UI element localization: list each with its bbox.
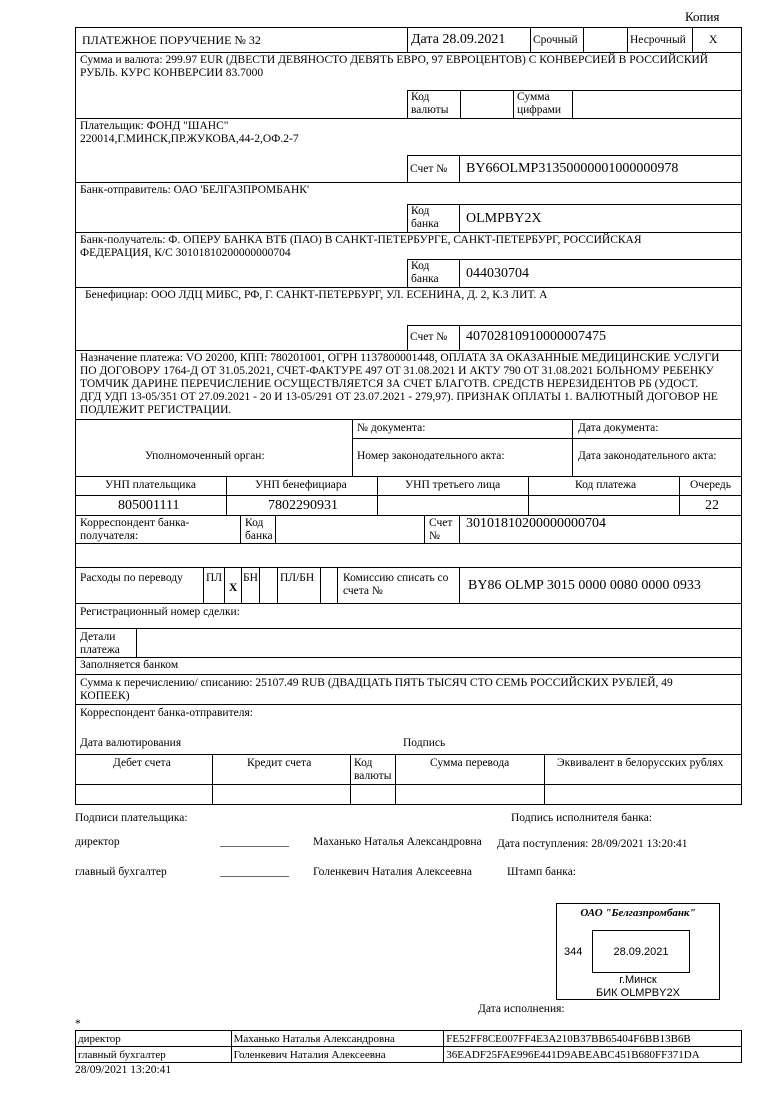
sender-correspondent-label: Корреспондент банка-отправителя: (80, 707, 253, 719)
payment-code-label: Код платежа (575, 479, 637, 491)
queue-value: 22 (705, 498, 719, 513)
queue-label: Очередь (690, 479, 731, 491)
expenses-pl-mark: X (229, 582, 238, 594)
expenses-pl: ПЛ (206, 572, 223, 584)
expenses-label: Расходы по переводу (80, 572, 183, 584)
payer-name: Плательщик: ФОНД "ШАНС" (80, 120, 229, 132)
equivalent-header: Эквивалент в белорусских рублях (557, 757, 724, 769)
director-role: директор (75, 836, 120, 848)
beneficiary-account: 40702810910000007475 (466, 329, 606, 344)
expenses-bn: БН (243, 572, 258, 584)
unp-beneficiary-label: УНП бенефициара (255, 479, 347, 491)
doc-number-label: № документа: (357, 422, 426, 434)
payer-signatures-title: Подписи плательщика: (75, 812, 188, 824)
digital-signatures-table (75, 1030, 742, 1063)
sender-bank-code-label: Код банка (411, 205, 439, 230)
stamp-number: 344 (564, 946, 583, 958)
asterisk: * (75, 1018, 81, 1030)
sender-bank-code: OLMPBY2X (466, 211, 542, 226)
amount-text: Сумма и валюта: 299.97 EUR (ДВЕСТИ ДЕВЯНОСТО ДЕВЯТЬ ЕВРО, 97 ЕВРОЦЕНТОВ) С КОНВЕРСИЕЙ В РОССИЙСКИЙ РУБЛЬ. КУРС КОНВЕРСИИ 83.7000 (80, 54, 709, 79)
table-row (76, 1031, 742, 1047)
sig-hash: 36EADF25FAE996E441D9ABEABC451B680FF371DA (444, 1047, 742, 1063)
correspondent-account: 30101810200000000704 (466, 516, 606, 531)
signature-label: Подпись (403, 737, 446, 749)
beneficiary: Бенефициар: ООО ЛДЦ МИБС, РФ, Г. САНКТ-ПЕТЕРБУРГ, УЛ. ЕСЕНИНА, Д. 2, К.3 ЛИТ. А (85, 289, 548, 301)
table-row (76, 1047, 742, 1063)
debit-sum: Сумма к перечислению/ списанию: 25107.49 RUB (ДВАДЦАТЬ ПЯТЬ ТЫСЯЧ СТО СЕМЬ РОССИЙСКИХ РУБЛЕЙ, 49 КОПЕЕК) (80, 677, 673, 702)
value-date-label: Дата валютирования (80, 737, 182, 749)
sig-name: Маханько Наталья Александровна (231, 1031, 444, 1047)
payment-purpose: Назначение платежа: VO 20200, КПП: 780201001, ОГРН 1137800001448, ОПЛАТА ЗА ОКАЗАННЫЕ МЕДИЦИНСКИЕ УСЛУГИ ПО ДОГОВОРУ 1764-Д ОТ 31.05.2021, СЧЕТ-ФАКТУРЕ 497 ОТ 31.08.2021 И АКТУ 790 ОТ 31.08.2021 БОЛЬНОМУ РЕБЕНКУ ТОМЧИК ДАРИНЕ ПЕРЕЧИСЛЕНИЕ ОСУЩЕСТВЛЯЕТСЯ ЗА СЧЕТ БЛАГОТВ. СРЕДСТВ НЕРЕЗИДЕНТОВ РБ (УДОСТ. ДГД УДП 13-05/351 ОТ 27.09.2021 - 20 И 13-05/291 ОТ 23.07.2021 - 279,97). ПРИЗНАК ОПЛАТЫ 1. ВАЛЮТНЫЙ ДОГОВОР НЕ ПОДЛЕЖИТ РЕГИСТРАЦИИ. (80, 352, 720, 416)
accountant-role: главный бухгалтер (75, 866, 167, 878)
payment-details-label: Детали платежа (80, 631, 120, 656)
nonurgent-mark: X (709, 34, 718, 46)
order-date: Дата 28.09.2021 (411, 32, 506, 47)
stamp-date: 28.09.2021 (613, 946, 669, 958)
commission-label: Комиссию списать со счета № (343, 572, 449, 597)
act-number-label: Номер законодательного акта: (357, 450, 505, 462)
transfer-sum-header: Сумма перевода (430, 757, 510, 769)
expenses-plbn: ПЛ/БН (280, 572, 315, 584)
sender-bank: Банк-отправитель: ОАО 'БЕЛГАЗПРОМБАНК' (80, 184, 310, 196)
execution-date-label: Дата исполнения: (478, 1003, 565, 1015)
currency-code-header: Код валюты (354, 757, 392, 782)
sig-name: Голенкевич Наталия Алексеевна (231, 1047, 444, 1063)
commission-account: BY86 OLMP 3015 0000 0080 0000 0933 (468, 578, 701, 593)
unp-payer-label: УНП плательщика (105, 479, 196, 491)
unp-beneficiary: 7802290931 (268, 498, 338, 513)
bank-signature-title: Подпись исполнителя банка: (511, 812, 653, 824)
sig-role: главный бухгалтер (76, 1047, 232, 1063)
copy-label: Копия (685, 9, 720, 24)
received-date: Дата поступления: 28/09/2021 13:20:41 (497, 838, 688, 850)
correspondent-account-label: Счет № (429, 517, 453, 542)
beneficiary-account-label: Счет № (410, 331, 448, 343)
correspondent-code-label: Код банка (245, 517, 273, 542)
correspondent-label: Корреспондент банка-получателя: (80, 517, 190, 542)
payer-address: 220014,Г.МИНСК,ПР.ЖУКОВА,44-2,ОФ.2-7 (80, 133, 299, 145)
payer-account: BY66OLMP31350000001000000978 (466, 161, 679, 176)
sig-hash: FE52FF8CE007FF4E3A210B37BB65404F6BB13B6B (444, 1031, 742, 1047)
accountant-name: Голенкевич Наталия Алексеевна (313, 866, 473, 878)
urgent-label: Срочный (533, 34, 578, 46)
stamp-bik: БИК OLMPBY2X (596, 987, 680, 999)
sum-digits-label: Сумма цифрами (517, 91, 562, 116)
director-name: Маханько Наталья Александровна (313, 836, 482, 848)
stamp-city: г.Минск (619, 974, 657, 986)
director-signature-line: ____________ (220, 836, 289, 848)
bank-fill-label: Заполняется банком (80, 659, 179, 671)
nonurgent-label: Несрочный (630, 34, 686, 46)
receiver-bank-code-label: Код банка (411, 260, 439, 285)
authority-label: Уполномоченный орган: (145, 450, 265, 462)
unp-payer: 805001111 (118, 498, 180, 513)
accountant-signature-line: ____________ (220, 866, 289, 878)
sig-role: директор (76, 1031, 232, 1047)
stamp-bank-name: ОАО "Белгазпромбанк" (580, 907, 696, 919)
debit-header: Дебет счета (113, 757, 171, 769)
stamp-label: Штамп банка: (507, 866, 576, 878)
receiver-bank: Банк-получатель: Ф. ОПЕРУ БАНКА ВТБ (ПАО) В САНКТ-ПЕТЕРБУРГЕ, САНКТ-ПЕТЕРБУРГ, РОССИЙСКАЯ ФЕДЕРАЦИЯ, К/С 30101810200000000704 (80, 234, 642, 259)
payer-account-label: Счет № (410, 163, 448, 175)
currency-code-label: Код валюты (411, 91, 449, 116)
registration-number-label: Регистрационный номер сделки: (80, 606, 240, 618)
credit-header: Кредит счета (247, 757, 312, 769)
doc-date-label: Дата документа: (578, 422, 659, 434)
footer-timestamp: 28/09/2021 13:20:41 (75, 1064, 172, 1076)
receiver-bank-code: 044030704 (466, 266, 529, 281)
page-title: ПЛАТЕЖНОЕ ПОРУЧЕНИЕ № 32 (82, 33, 261, 47)
act-date-label: Дата законодательного акта: (578, 450, 717, 462)
unp-third-party-label: УНП третьего лица (405, 479, 501, 491)
